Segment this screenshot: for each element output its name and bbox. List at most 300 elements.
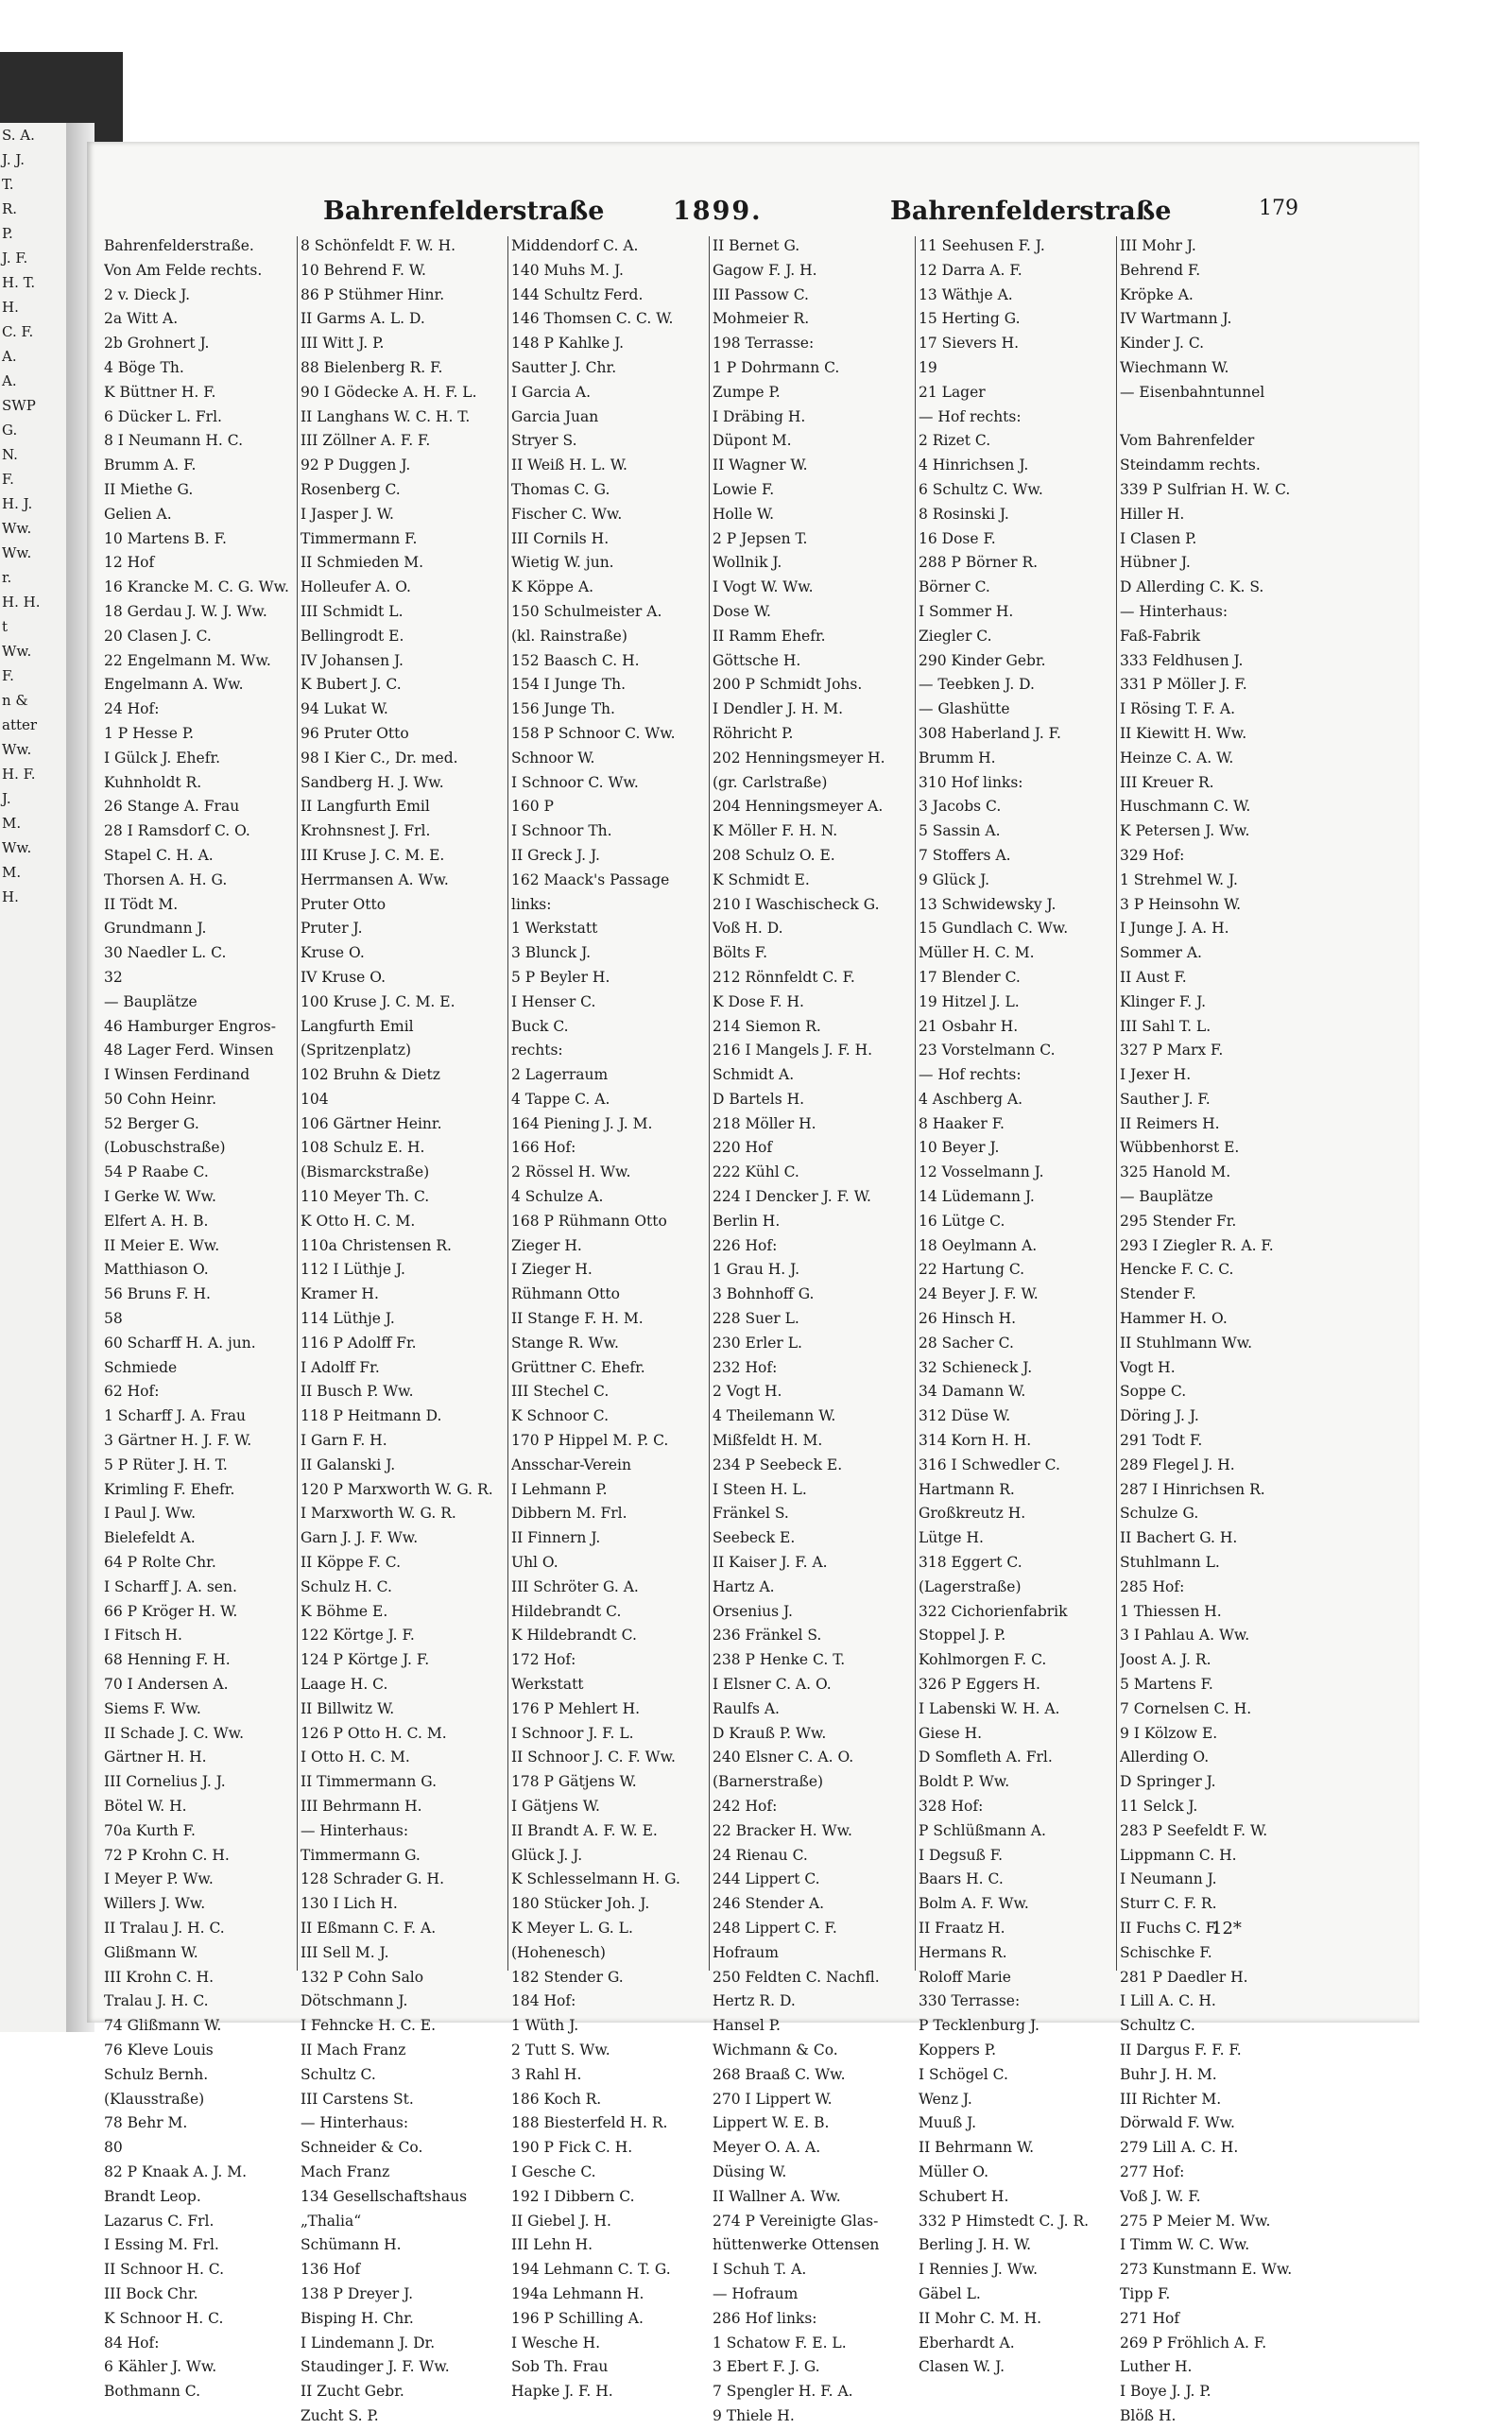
directory-entry: 102 Bruhn & Dietz	[301, 1066, 440, 1084]
directory-entry: 128 Schrader G. H.	[301, 1870, 445, 1888]
directory-entry: II Stange F. H. M.	[511, 1310, 644, 1328]
directory-entry: 4 Hinrichsen J.	[919, 457, 1029, 474]
directory-entry: Timmermann F.	[301, 529, 418, 547]
directory-entry: 13 Wäthje A.	[919, 285, 1013, 303]
directory-entry: Zumpe P.	[713, 383, 781, 401]
directory-entry: Krimling F. Ehefr.	[104, 1480, 235, 1498]
directory-entry: I Dräbing H.	[713, 407, 806, 425]
directory-entry: Hartz A.	[713, 1577, 775, 1595]
directory-entry: 1 Wüth J.	[511, 2017, 579, 2035]
directory-entry: 8 I Neumann H. C.	[104, 432, 243, 450]
directory-entry: I Clasen P.	[1120, 529, 1197, 547]
directory-entry: 140 Muhs M. J.	[511, 261, 624, 279]
directory-entry: 132 P Cohn Salo	[301, 1968, 424, 1986]
directory-entry: (Klausstraße)	[104, 2090, 205, 2108]
directory-entry: 6 Dücker L. Frl.	[104, 407, 222, 425]
directory-entry: Hartmann R.	[919, 1480, 1015, 1498]
directory-entry: Grundmann J.	[104, 920, 207, 938]
directory-entry: Schultz C.	[301, 2065, 376, 2083]
directory-entry: Raulfs A.	[713, 1699, 780, 1717]
directory-entry: 104	[301, 1090, 329, 1108]
directory-entry: Tipp F.	[1120, 2284, 1171, 2302]
directory-entry: 188 Biesterfeld H. R.	[511, 2114, 668, 2132]
directory-entry: 84 Hof:	[104, 2334, 160, 2351]
directory-entry: K Schnoor H. C.	[104, 2309, 224, 2327]
directory-entry: 56 Bruns F. H.	[104, 1285, 211, 1303]
directory-entry: I Gesche C.	[511, 2162, 596, 2180]
directory-entry: 146 Thomsen C. C. W.	[511, 310, 674, 328]
directory-entry: 279 Lill A. C. H.	[1120, 2139, 1239, 2157]
directory-entry: 277 Hof:	[1120, 2162, 1185, 2180]
directory-entry: II Brandt A. F. W. E.	[511, 1821, 658, 1839]
directory-entry: 3 Blunck J.	[511, 944, 592, 962]
previous-page-fragment: R.	[2, 200, 18, 217]
directory-entry: 2 Tutt S. Ww.	[511, 2041, 610, 2059]
directory-entry: I Paul J. Ww.	[104, 1505, 197, 1523]
directory-entry: Brandt Leop.	[104, 2187, 201, 2205]
directory-entry: 244 Lippert C.	[713, 1870, 820, 1888]
directory-entry: II Giebel J. H.	[511, 2212, 611, 2230]
previous-page-fragment: Ww.	[2, 741, 32, 758]
directory-entry: 308 Haberland J. F.	[919, 724, 1061, 742]
directory-entry: Baars H. C.	[919, 1870, 1004, 1888]
directory-entry: I Garn F. H.	[301, 1432, 387, 1450]
directory-entry: 1 Grau H. J.	[713, 1261, 800, 1279]
directory-entry: 4 Tappe C. A.	[511, 1090, 610, 1108]
directory-entry: D Krauß P. Ww.	[713, 1724, 827, 1742]
previous-page-fragment: J.	[2, 790, 11, 807]
directory-entry: Langfurth Emil	[301, 1017, 414, 1035]
directory-entry: III Witt J. P.	[301, 335, 385, 353]
directory-entry: 88 Bielenberg R. F.	[301, 358, 443, 376]
directory-entry: Blöß H.	[1120, 2406, 1177, 2424]
directory-entry: 112 I Lüthje J.	[301, 1261, 405, 1279]
directory-entry: Laage H. C.	[301, 1676, 388, 1694]
directory-entry: II Zucht Gebr.	[301, 2383, 404, 2401]
directory-entry: Stuhlmann L.	[1120, 1554, 1220, 1572]
directory-entry: Großkreutz H.	[919, 1505, 1026, 1523]
directory-entry: 6 Schultz C. Ww.	[919, 480, 1043, 498]
directory-entry: Wenz J.	[919, 2090, 972, 2108]
directory-entry: Pruter J.	[301, 920, 363, 938]
directory-entry: I Dendler J. H. M.	[713, 700, 844, 718]
previous-page-fragment: C. F.	[2, 323, 34, 340]
previous-page-fragment: A.	[2, 348, 17, 365]
directory-entry: Bolm A. F. Ww.	[919, 1895, 1029, 1913]
column-rule	[1116, 236, 1117, 1971]
directory-entry: K Schnoor C.	[511, 1407, 610, 1425]
directory-entry: — Teebken J. D.	[919, 676, 1035, 694]
directory-entry: Schulz Bernh.	[104, 2065, 209, 2083]
directory-entry: 9 Thiele H.	[713, 2406, 795, 2424]
directory-entry: 158 P Schnoor C. Ww.	[511, 724, 676, 742]
directory-entry: 22 Bracker H. Ww.	[713, 1821, 852, 1839]
directory-entry: 24 Hof:	[104, 700, 160, 718]
previous-page-fragment: H. H.	[2, 594, 41, 611]
directory-entry: II Bachert G. H.	[1120, 1529, 1238, 1547]
directory-entry: II Tödt M.	[104, 895, 179, 913]
directory-entry: 5 Sassin A.	[919, 822, 1001, 840]
previous-page-fragment: F.	[2, 471, 14, 488]
directory-entry: III Cornelius J. J.	[104, 1773, 226, 1791]
year-title: 1899.	[673, 197, 763, 226]
directory-entry: — Bauplätze	[1120, 1188, 1213, 1206]
directory-entry: Brumm A. F.	[104, 457, 197, 474]
directory-entry: — Hof rechts:	[919, 1066, 1022, 1084]
directory-entry: — Hofraum	[713, 2284, 799, 2302]
directory-entry: 271 Hof	[1120, 2309, 1180, 2327]
directory-entry: Vogt H.	[1120, 1358, 1176, 1376]
directory-entry: Sturr C. F. R.	[1120, 1895, 1217, 1913]
directory-entry: 222 Kühl C.	[713, 1163, 799, 1181]
directory-entry: II Langfurth Emil	[301, 798, 430, 816]
directory-entry: Stapel C. H. A.	[104, 846, 214, 864]
directory-entry: Kohlmorgen F. C.	[919, 1651, 1047, 1669]
directory-entry: Bielefeldt A.	[104, 1529, 196, 1547]
directory-page	[87, 142, 1419, 2424]
directory-entry: 62 Hof:	[104, 1383, 160, 1401]
directory-entry: 168 P Rühmann Otto	[511, 1212, 667, 1230]
previous-page-fragment: M.	[2, 815, 22, 832]
directory-entry: 17 Sievers H.	[919, 335, 1020, 353]
directory-entry: 230 Erler L.	[713, 1334, 802, 1352]
column-4	[713, 234, 911, 2429]
directory-entry: Hübner J.	[1120, 554, 1191, 572]
directory-entry: 275 P Meier M. Ww.	[1120, 2212, 1271, 2230]
directory-entry: K Schmidt E.	[713, 870, 810, 888]
directory-entry: 322 Cichorienfabrik	[919, 1602, 1068, 1620]
directory-entry: 1 Werkstatt	[511, 920, 598, 938]
directory-entry: „Thalia“	[301, 2212, 362, 2230]
directory-entry: 4 Aschberg A.	[919, 1090, 1023, 1108]
column-5	[919, 234, 1112, 2380]
directory-entry: 1 Strehmel W. J.	[1120, 870, 1238, 888]
directory-entry: Mohmeier R.	[713, 310, 810, 328]
directory-entry: Göttsche H.	[713, 651, 801, 669]
directory-entry: Bötel W. H.	[104, 1798, 187, 1815]
directory-entry: links:	[511, 895, 552, 913]
previous-page-fragment: Ww.	[2, 643, 32, 660]
previous-page-fragment: J. F.	[2, 250, 28, 267]
directory-entry: Bellingrodt E.	[301, 627, 404, 645]
directory-entry: II Ramm Ehefr.	[713, 627, 826, 645]
directory-entry: 16 Krancke M. C. G. Ww.	[104, 578, 289, 596]
directory-entry: 160 P	[511, 798, 554, 816]
directory-entry: I Elsner C. A. O.	[713, 1676, 832, 1694]
directory-entry: 94 Lukat W.	[301, 700, 388, 718]
directory-entry: III Schröter G. A.	[511, 1577, 639, 1595]
directory-entry: II Aust F.	[1120, 968, 1187, 986]
directory-entry: Fränkel S.	[713, 1505, 789, 1523]
directory-entry: I Scharff J. A. sen.	[104, 1577, 237, 1595]
directory-entry: 182 Stender G.	[511, 1968, 624, 1986]
directory-entry: Lütge H.	[919, 1529, 984, 1547]
directory-entry: 234 P Seebeck E.	[713, 1456, 843, 1473]
directory-entry: 288 P Börner R.	[919, 554, 1039, 572]
directory-entry: 130 I Lich H.	[301, 1895, 398, 1913]
directory-entry: Garn J. J. F. Ww.	[301, 1529, 419, 1547]
directory-entry: 90 I Gödecke A. H. F. L.	[301, 383, 477, 401]
directory-entry: Rühmann Otto	[511, 1285, 620, 1303]
directory-entry: Mach Franz	[301, 2162, 390, 2180]
directory-entry: Berling J. H. W.	[919, 2236, 1032, 2254]
directory-entry: 331 P Möller J. F.	[1120, 676, 1247, 694]
directory-entry: 240 Elsner C. A. O.	[713, 1749, 854, 1766]
directory-entry: 18 Gerdau J. W. J. Ww.	[104, 602, 267, 620]
directory-entry: K Büttner H. F.	[104, 383, 216, 401]
directory-entry: II Galanski J.	[301, 1456, 396, 1473]
directory-entry: (Barnerstraße)	[713, 1773, 824, 1791]
directory-entry: 250 Feldten C. Nachfl.	[713, 1968, 880, 1986]
directory-entry: Ziegler C.	[919, 627, 992, 645]
previous-page-fragment: n &	[2, 692, 28, 709]
directory-entry: 118 P Heitmann D.	[301, 1407, 442, 1425]
directory-entry: I Labenski W. H. A.	[919, 1699, 1060, 1717]
directory-entry: Gagow F. J. H.	[713, 261, 817, 279]
directory-entry: 154 I Junge Th.	[511, 676, 627, 694]
right-street-title: Bahrenfelderstraße	[890, 197, 1172, 226]
directory-entry: 7 Spengler H. F. A.	[713, 2383, 853, 2401]
directory-entry: Wollnik J.	[713, 554, 782, 572]
directory-entry: I Lill A. C. H.	[1120, 1992, 1216, 2010]
directory-entry: 86 P Stühmer Hinr.	[301, 285, 445, 303]
directory-entry: 198 Terrasse:	[713, 335, 815, 353]
directory-entry: 5 P Rüter J. H. T.	[104, 1456, 228, 1473]
directory-entry: 114 Lüthje J.	[301, 1310, 395, 1328]
directory-entry: Düpont M.	[713, 432, 792, 450]
directory-entry: II Meier E. Ww.	[104, 1236, 220, 1254]
directory-entry: Behrend F.	[1120, 261, 1201, 279]
previous-page-fragment: Ww.	[2, 839, 32, 856]
directory-entry: 238 P Henke C. T.	[713, 1651, 846, 1669]
directory-entry: 80	[104, 2139, 123, 2157]
directory-entry: 4 Schulze A.	[511, 1188, 604, 1206]
directory-entry: 172 Hof:	[511, 1651, 576, 1669]
directory-entry: 22 Engelmann M. Ww.	[104, 651, 271, 669]
directory-entry: Hermans R.	[919, 1943, 1007, 1961]
directory-entry: 32	[104, 968, 123, 986]
previous-page-fragment: SWP	[2, 397, 36, 414]
directory-entry: 10 Behrend F. W.	[301, 261, 426, 279]
directory-entry: 12 Hof	[104, 554, 155, 572]
directory-entry: Müller O.	[919, 2162, 989, 2180]
directory-entry: Roloff Marie	[919, 1968, 1011, 1986]
directory-entry: 110a Christensen R.	[301, 1236, 452, 1254]
directory-entry: Dibbern M. Frl.	[511, 1505, 627, 1523]
directory-entry: Kramer H.	[301, 1285, 379, 1303]
directory-entry: 72 P Krohn C. H.	[104, 1846, 230, 1864]
directory-entry: Stryer S.	[511, 432, 577, 450]
directory-entry: Lippmann C. H.	[1120, 1846, 1237, 1864]
directory-entry: I Winsen Ferdinand	[104, 1066, 250, 1084]
directory-entry: 236 Fränkel S.	[713, 1627, 822, 1645]
directory-entry: I Adolff Fr.	[301, 1358, 380, 1376]
directory-entry: 34 Damann W.	[919, 1383, 1026, 1401]
directory-entry: Stender F.	[1120, 1285, 1196, 1303]
directory-entry: 116 P Adolff Fr.	[301, 1334, 417, 1352]
directory-entry: P Tecklenburg J.	[919, 2017, 1040, 2035]
directory-entry: II Miethe G.	[104, 480, 194, 498]
directory-entry: 287 I Hinrichsen R.	[1120, 1480, 1265, 1498]
directory-entry: K Petersen J. Ww.	[1120, 822, 1250, 840]
directory-entry: 20 Clasen J. C.	[104, 627, 212, 645]
directory-entry: 184 Hof:	[511, 1992, 576, 2010]
directory-entry: Wietig W. jun.	[511, 554, 614, 572]
directory-entry: Klinger F. J.	[1120, 992, 1207, 1010]
directory-entry: Giese H.	[919, 1724, 983, 1742]
directory-entry: Gärtner H. H.	[104, 1749, 207, 1766]
directory-entry: 82 P Knaak A. J. M.	[104, 2162, 248, 2180]
directory-entry: Matthiason O.	[104, 1261, 209, 1279]
directory-entry: Dose W.	[713, 602, 771, 620]
directory-entry: 3 Jacobs C.	[919, 798, 1002, 816]
directory-entry: 106 Gärtner Heinr.	[301, 1114, 442, 1132]
directory-entry: 166 Hof:	[511, 1139, 576, 1157]
directory-entry: Garcia Juan	[511, 407, 599, 425]
directory-entry: Timmermann G.	[301, 1846, 421, 1864]
directory-entry: 9 I Kölzow E.	[1120, 1724, 1218, 1742]
directory-entry: K Otto H. C. M.	[301, 1212, 416, 1230]
directory-entry: 281 P Daedler H.	[1120, 1968, 1248, 1986]
directory-entry: Wichmann & Co.	[713, 2041, 838, 2059]
page-number: 179	[1259, 197, 1298, 220]
previous-page-fragment: H.	[2, 299, 19, 316]
directory-entry: 328 Hof:	[919, 1798, 984, 1815]
directory-entry: Zieger H.	[511, 1236, 582, 1254]
directory-entry: 7 Cornelsen C. H.	[1120, 1699, 1252, 1717]
directory-entry: II Wagner W.	[713, 457, 808, 474]
directory-entry: 6 Kähler J. Ww.	[104, 2358, 217, 2376]
directory-entry: 200 P Schmidt Johs.	[713, 676, 863, 694]
directory-entry: Zucht S. P.	[301, 2406, 379, 2424]
directory-entry: 3 I Pahlau A. Ww.	[1120, 1627, 1250, 1645]
directory-entry: Börner C.	[919, 578, 990, 596]
directory-entry: 98 I Kier C., Dr. med.	[301, 749, 458, 767]
directory-entry: 152 Baasch C. H.	[511, 651, 640, 669]
directory-entry: I Meyer P. Ww.	[104, 1870, 214, 1888]
directory-entry: II Finnern J.	[511, 1529, 601, 1547]
directory-entry: 48 Lager Ferd. Winsen	[104, 1042, 274, 1059]
directory-entry: Hiller H.	[1120, 505, 1185, 523]
directory-entry: 30 Naedler L. C.	[104, 944, 227, 962]
directory-entry: 186 Koch R.	[511, 2090, 602, 2108]
directory-entry: 246 Stender A.	[713, 1895, 825, 1913]
directory-entry: Hildebrandt C.	[511, 1602, 622, 1620]
directory-entry: 327 P Marx F.	[1120, 1042, 1224, 1059]
directory-entry: Gäbel L.	[919, 2284, 981, 2302]
directory-entry: II Fraatz H.	[919, 1919, 1005, 1937]
directory-entry: D Springer J.	[1120, 1773, 1216, 1791]
directory-entry: rechts:	[511, 1042, 563, 1059]
previous-page-fragment: Ww.	[2, 544, 32, 561]
directory-entry: 150 Schulmeister A.	[511, 602, 662, 620]
directory-entry: 3 Ebert F. J. G.	[713, 2358, 820, 2376]
directory-entry: 289 Flegel J. H.	[1120, 1456, 1235, 1473]
directory-entry: 14 Lüdemann J.	[919, 1188, 1035, 1206]
directory-entry: Werkstatt	[511, 1676, 584, 1694]
directory-entry: K Köppe A.	[511, 578, 594, 596]
directory-entry: Schmidt A.	[713, 1066, 795, 1084]
directory-entry: Elfert A. H. B.	[104, 1212, 209, 1230]
directory-entry: Siems F. Ww.	[104, 1699, 201, 1717]
previous-page-fragment: t	[2, 618, 9, 635]
directory-entry: II Eßmann C. F. A.	[301, 1919, 437, 1937]
directory-entry: II Mohr C. M. H.	[919, 2309, 1042, 2327]
directory-entry: 7 Stoffers A.	[919, 846, 1011, 864]
directory-entry: II Köppe F. C.	[301, 1554, 402, 1572]
directory-entry: 4 Böge Th.	[104, 358, 184, 376]
directory-entry: 196 P Schilling A.	[511, 2309, 644, 2327]
column-rule	[915, 236, 916, 1971]
directory-entry: 3 Rahl H.	[511, 2065, 582, 2083]
directory-entry: 162 Maack's Passage	[511, 870, 670, 888]
directory-entry: 290 Kinder Gebr.	[919, 651, 1046, 669]
previous-page-fragment: H.	[2, 888, 19, 905]
directory-entry: Boldt P. Ww.	[919, 1773, 1010, 1791]
directory-entry: 286 Hof links:	[713, 2309, 817, 2327]
directory-entry: 12 Darra A. F.	[919, 261, 1022, 279]
directory-entry: 108 Schulz E. H.	[301, 1139, 425, 1157]
directory-entry: 126 P Otto H. C. M.	[301, 1724, 447, 1742]
directory-entry: 17 Blender C.	[919, 968, 1021, 986]
directory-entry: 19 Hitzel J. L.	[919, 992, 1020, 1010]
previous-page-fragment: atter	[2, 716, 38, 733]
directory-entry: Lowie F.	[713, 480, 775, 498]
directory-entry: 2 Rössel H. Ww.	[511, 1163, 631, 1181]
directory-entry: I Henser C.	[511, 992, 596, 1010]
directory-entry: Brumm H.	[919, 749, 996, 767]
directory-entry: I Schuh T. A.	[713, 2261, 807, 2279]
directory-entry	[1120, 405, 1318, 430]
directory-entry: 54 P Raabe C.	[104, 1163, 209, 1181]
directory-entry: 68 Henning F. H.	[104, 1651, 231, 1669]
directory-entry: II Schade J. C. Ww.	[104, 1724, 245, 1742]
directory-entry: III Kreuer R.	[1120, 773, 1214, 791]
directory-entry: Uhl O.	[511, 1554, 558, 1572]
directory-entry: I Fitsch H.	[104, 1627, 182, 1645]
directory-entry: 4 Theilemann W.	[713, 1407, 836, 1425]
directory-entry: Luther H.	[1120, 2358, 1193, 2376]
directory-entry: I Marxworth W. G. R.	[301, 1505, 456, 1523]
directory-entry: Faß-Fabrik	[1120, 627, 1201, 645]
directory-entry: Hencke F. C. C.	[1120, 1261, 1234, 1279]
directory-entry: Döring J. J.	[1120, 1407, 1199, 1425]
directory-entry: Middendorf C. A.	[511, 237, 639, 254]
directory-entry: 122 Körtge J. F.	[301, 1627, 415, 1645]
directory-entry: 224 I Dencker J. F. W.	[713, 1188, 871, 1206]
directory-entry: D Allerding C. K. S.	[1120, 578, 1264, 596]
directory-entry: Tralau J. H. C.	[104, 1992, 209, 2010]
directory-entry: IV Wartmann J.	[1120, 310, 1232, 328]
directory-entry: Thomas C. G.	[511, 480, 610, 498]
column-6	[1120, 234, 1318, 2429]
directory-entry: Rosenberg C.	[301, 480, 401, 498]
directory-entry: 23 Vorstelmann C.	[919, 1042, 1056, 1059]
directory-entry: I Jexer H.	[1120, 1066, 1192, 1084]
directory-entry: (Lagerstraße)	[919, 1577, 1022, 1595]
directory-entry: Hammer H. O.	[1120, 1310, 1228, 1328]
directory-entry: Kinder J. C.	[1120, 335, 1205, 353]
directory-entry: — Bauplätze	[104, 992, 198, 1010]
directory-entry: Voß J. W. F.	[1120, 2187, 1201, 2205]
directory-entry: I Essing M. Frl.	[104, 2236, 219, 2254]
directory-entry: 295 Stender Fr.	[1120, 1212, 1237, 1230]
directory-entry: Thorsen A. H. G.	[104, 870, 228, 888]
previous-page-fragment: N.	[2, 446, 18, 463]
directory-entry: hüttenwerke Ottensen	[713, 2236, 880, 2254]
directory-entry: 248 Lippert C. F.	[713, 1919, 837, 1937]
directory-entry: IV Johansen J.	[301, 651, 404, 669]
